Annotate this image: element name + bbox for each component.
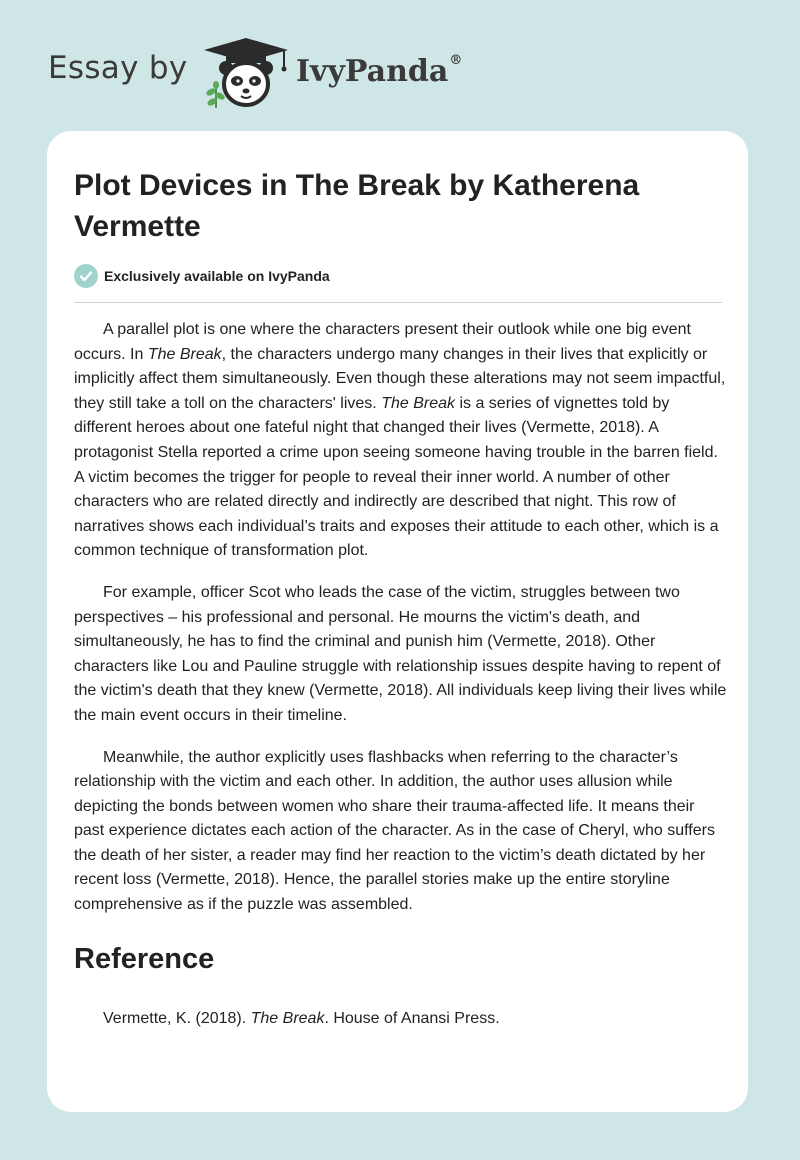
panda-graduate-logo-icon[interactable] xyxy=(200,36,292,110)
essay-body xyxy=(74,318,728,935)
reference-heading: Reference xyxy=(74,943,215,975)
paragraph-1: A parallel plot is one where the characters present their outlook while one big event occurs. In The Break, the characters undergo many changes in their lives that explicitly or implicitly affect them simultaneously. Even though these alterations may not seem impactful, they still take a toll on the characters' lives. The Break is a series of vignettes told by different heroes about one fateful night that changed their lives (Vermette, 2018). A protagonist Stella reported a crime upon seeing someone having trouble in the barren field. A victim becomes the trigger for people to reveal their inner world. A number of other characters who are related directly and indirectly are described that night. This row of narratives shows each individual’s traits and exposes their attitude to each other, which is a common technique of transformation plot. xyxy=(74,321,726,560)
exclusive-badge xyxy=(74,264,330,288)
check-circle-icon xyxy=(74,264,98,288)
divider xyxy=(74,302,722,303)
brand-name[interactable]: IvyPanda® xyxy=(296,53,463,89)
reference-entry: Vermette, K. (2018). The Break. House of Anansi Press. xyxy=(103,1010,500,1027)
exclusive-label: Exclusively available on IvyPanda xyxy=(104,268,330,284)
page-title: Plot Devices in The Break by Katherena Vermette xyxy=(74,169,640,243)
book-title-italic: The Break xyxy=(147,345,222,363)
book-title-italic: The Break xyxy=(250,1010,325,1027)
book-title-italic: The Break xyxy=(381,394,456,412)
site-header xyxy=(0,0,800,130)
paragraph-3: Meanwhile, the author explicitly uses flashbacks when referring to the character’s relationship with the victim and each other. In addition, the author uses allusion while depicting the bonds between women who share their trauma-affected life. It means their past experience dictates each action of the character. As in the case of Cheryl, who suffers the death of her sister, a reader may find her reaction to the victim’s death dictated by her recent loss (Vermette, 2018). Hence, the parallel stories make up the entire storyline comprehensive as if the puzzle was assembled. xyxy=(74,748,715,914)
essay-card xyxy=(47,131,748,1112)
registered-mark: ® xyxy=(449,53,463,68)
paragraph-2: For example, officer Scot who leads the case of the victim, struggles between two perspectives – his professional and personal. He mourns the victim's death, and simultaneously, he has to find the criminal and punish him (Vermette, 2018). Other characters like Lou and Pauline struggle with relationship issues despite having to repent of the victim's death that they knew (Vermette, 2018). All individuals keep living their lives while the main event occurs in their timeline. xyxy=(74,583,727,724)
essay-by-label: Essay by xyxy=(48,50,188,86)
